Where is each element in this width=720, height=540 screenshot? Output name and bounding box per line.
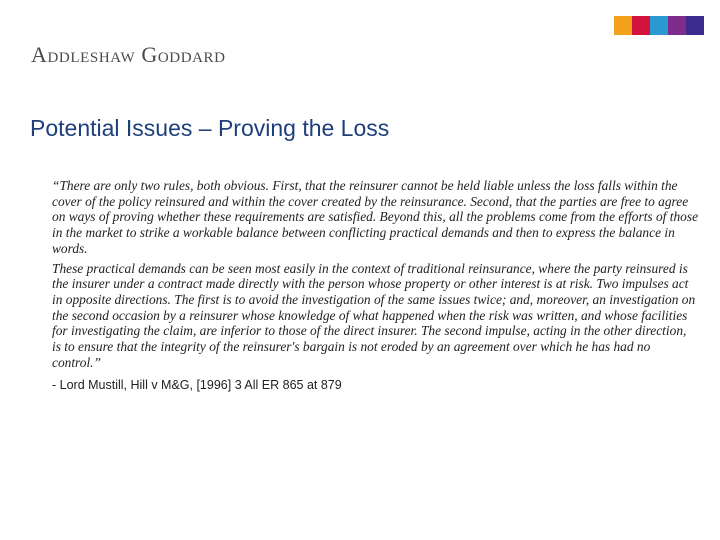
company-logo: Addleshaw Goddard	[31, 42, 226, 67]
color-block-indigo	[686, 16, 704, 35]
color-block-orange	[614, 16, 632, 35]
quote-paragraph-2: These practical demands can be seen most easily in the context of traditional reinsurance, where the party reinsured is the insurer under a contract made directly with the person whose property or other interest is at risk. Two impulses act in opposite directions. The first is to avoid the investigation of the same issues twice; and, moreover, an investigation on the second occasion by a reinsurer whose knowledge of what happened when the risk was written, and whose facilities for investigating the claim, are inferior to those of the direct insurer. The second impulse, acting in the other direction, is to ensure that the integrity of the reinsurer's bargain is not eroded by an agreement over which he has had no control.”	[52, 260, 696, 370]
color-block-blue	[650, 16, 668, 35]
quote-attribution: - Lord Mustill, Hill v M&G, [1996] 3 All ER 865 at 879	[52, 378, 342, 393]
brand-color-strip	[614, 16, 704, 35]
quote-block	[52, 178, 698, 394]
color-block-purple	[668, 16, 686, 35]
quote-paragraph-1: “There are only two rules, both obvious. First, that the reinsurer cannot be held liable unless the loss falls within the cover of the policy reinsured and within the cover created by the reinsurance. Second, that the parties are free to agree on ways of proving whether these requirements are satisfied. Beyond this, all the problems come from the efforts of those in the market to strike a workable balance between conflicting practical demands and then to express the balance in words.	[52, 178, 699, 256]
color-block-red	[632, 16, 650, 35]
slide-title: Potential Issues – Proving the Loss	[30, 115, 390, 141]
